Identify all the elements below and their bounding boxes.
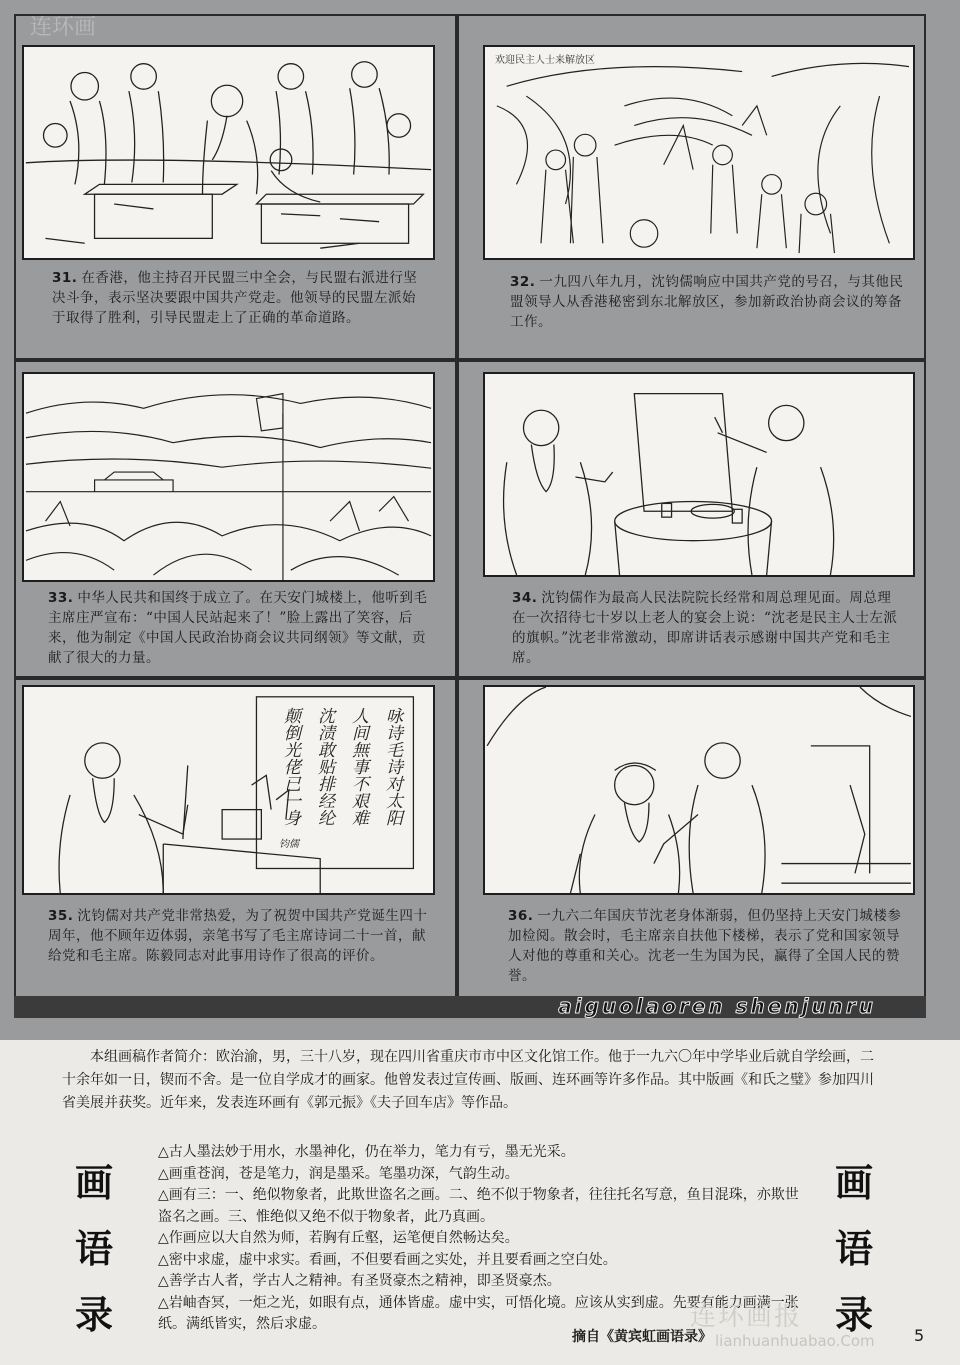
side-title-char-2: 语: [834, 1227, 873, 1271]
column-divider: [455, 14, 459, 998]
panel-31-illustration: [22, 45, 435, 260]
panel-35-number: 35.: [48, 908, 74, 924]
banquet-toast-drawing: [485, 374, 913, 575]
panel-32-banner: 欢迎民主人士来解放区: [495, 55, 595, 66]
panel-31-caption: [52, 268, 427, 328]
side-title-char-2: 语: [74, 1227, 113, 1271]
saying-1: △古人墨法妙于用水，水墨神化，仍在举力，笔力有亏，墨无光采。: [158, 1144, 575, 1160]
panel-35-text: 沈钧儒对共产党非常热爱，为了祝贺中国共产党诞生四十周年，他不顾年迈体弱，亲笔书写了毛主席诗词二十一首，献给党和毛主席。陈毅同志对此事用诗作了很高的评价。: [48, 908, 428, 964]
scroll-line-2: 人间無事不艰难: [348, 707, 368, 826]
scroll-signature: 钧儒: [279, 839, 299, 850]
panel-34-caption: [512, 588, 904, 668]
saying-5: △密中求虚，虚中求实。看画，不但要看画之实处，并且要看画之空白处。: [158, 1251, 617, 1268]
row-divider-1: [14, 358, 926, 362]
row-divider-2: [14, 676, 926, 680]
panel-34-illustration: [483, 372, 915, 577]
side-title-char-1: 画: [74, 1161, 113, 1205]
page-number: 5: [914, 1326, 925, 1345]
panel-33-caption: [48, 588, 428, 668]
title-banner: [14, 996, 926, 1018]
panel-34-text: 沈钧儒作为最高人民法院院长经常和周总理见面。周总理在一次招待七十岁以上老人的宴会上说：“沈老是民主人士左派的旗帜。”沈老非常激动，即席讲话表示感谢中国共产党和毛主席。: [512, 590, 898, 666]
side-title-char-3: 录: [834, 1293, 873, 1337]
panel-32-text: 一九四八年九月，沈钧儒响应中国共产党的号召，与其他民盟领导人从香港秘密到东北解放区，参加新政治协商会议的筹备工作。: [510, 274, 904, 330]
panel-31-text: 在香港，他主持召开民盟三中全会，与民盟右派进行坚决斗争，表示坚决要跟中国共产党走。他领导的民盟左派始于取得了胜利，引导民盟走上了正确的革命道路。: [52, 270, 418, 326]
scroll-line-4: 颠倒光佬已一身: [280, 707, 300, 826]
panel-36-illustration: [483, 685, 915, 895]
calligraphy-scroll: [269, 707, 409, 826]
tiananmen-scene-drawing: [24, 374, 433, 580]
author-introduction: 本组画稿作者简介：欧治渝，男，三十八岁，现在四川省重庆市市中区文化馆工作。他于一九六〇年中学毕业后就自学绘画，二十余年如一日，锲而不舍。是一位自学成才的画家。他曾发表过宣传画、版画、连环画等许多作品。其中版画《和氏之璧》参加四川省美展并获奖。近年来，发表连环画有《郭元振》《夫子回车店》等作品。: [62, 1049, 874, 1111]
crowd-welcome-drawing: [485, 47, 913, 258]
panel-36-number: 36.: [508, 908, 534, 924]
source-citation: 摘自《黄宾虹画语录》: [572, 1329, 712, 1345]
side-title-left: [72, 1150, 116, 1348]
panel-34-number: 34.: [512, 590, 538, 606]
side-title-char-3: 录: [74, 1293, 113, 1337]
stairs-assistance-drawing: [485, 687, 913, 893]
panel-33-illustration: [22, 372, 435, 582]
side-title-char-1: 画: [834, 1161, 873, 1205]
panel-35-caption: [48, 906, 430, 966]
panel-31-number: 31.: [52, 270, 78, 286]
panel-32-number: 32.: [510, 274, 536, 290]
panel-32-illustration: [483, 45, 915, 260]
panel-36-text: 一九六二年国庆节沈老身体渐弱，但仍坚持上天安门城楼参加检阅。散会时，毛主席亲自扶他下楼梯，表示了党和国家领导人对他的尊重和关心。沈老一生为国为民，赢得了全国人民的赞誉。: [508, 908, 902, 984]
watermark-bottom: 连环画报: [690, 1302, 803, 1332]
saying-4: △作画应以大自然为师，若胸有丘壑，运笔便自然畅达矣。: [158, 1230, 519, 1246]
side-title-right: [832, 1150, 876, 1348]
panel-33-number: 33.: [48, 590, 74, 606]
meeting-scene-drawing: [24, 47, 433, 258]
scroll-line-3: 沈渍敢贴排经纶: [314, 707, 334, 826]
panel-35-illustration: [22, 685, 435, 895]
panel-32-caption: [510, 272, 905, 332]
panel-36-caption: [508, 906, 913, 986]
scroll-line-1: 咏诗毛诗对太阳: [382, 707, 402, 826]
watermark-url: lianhuanhuabao.Com: [715, 1332, 875, 1350]
panel-33-text: 中华人民共和国终于成立了。在天安门城楼上，他听到毛主席庄严宣布：“中国人民站起来了！”脸上露出了笑容，后来，他为制定《中国人民政治协商会议共同纲领》等文献，贡献了很大的力量。: [48, 590, 428, 666]
banner-title: aiguolaoren shenjunru: [558, 994, 876, 1018]
saying-3: △画有三：一、绝似物象者，此欺世盗名之画。二、绝不似于物象者，往往托名写意，鱼目混珠，亦欺世盗名之画。三、惟绝似又绝不似于物象者，此乃真画。: [158, 1187, 799, 1225]
saying-6: △善学古人者，学古人之精神。有圣贤豪杰之精神，即圣贤豪杰。: [158, 1273, 561, 1289]
saying-2: △画重苍润，苍是笔力，润是墨采。笔墨功深，气韵生动。: [158, 1165, 519, 1182]
watermark-top: 连环画: [30, 15, 97, 40]
saying-7: △岩岫杳冥，一炬之光，如眼有点，通体皆虚。虚中实，可悟化境。应该从实到虚。先要有能力画满一张纸。满纸皆实，然后求虚。: [158, 1294, 799, 1332]
